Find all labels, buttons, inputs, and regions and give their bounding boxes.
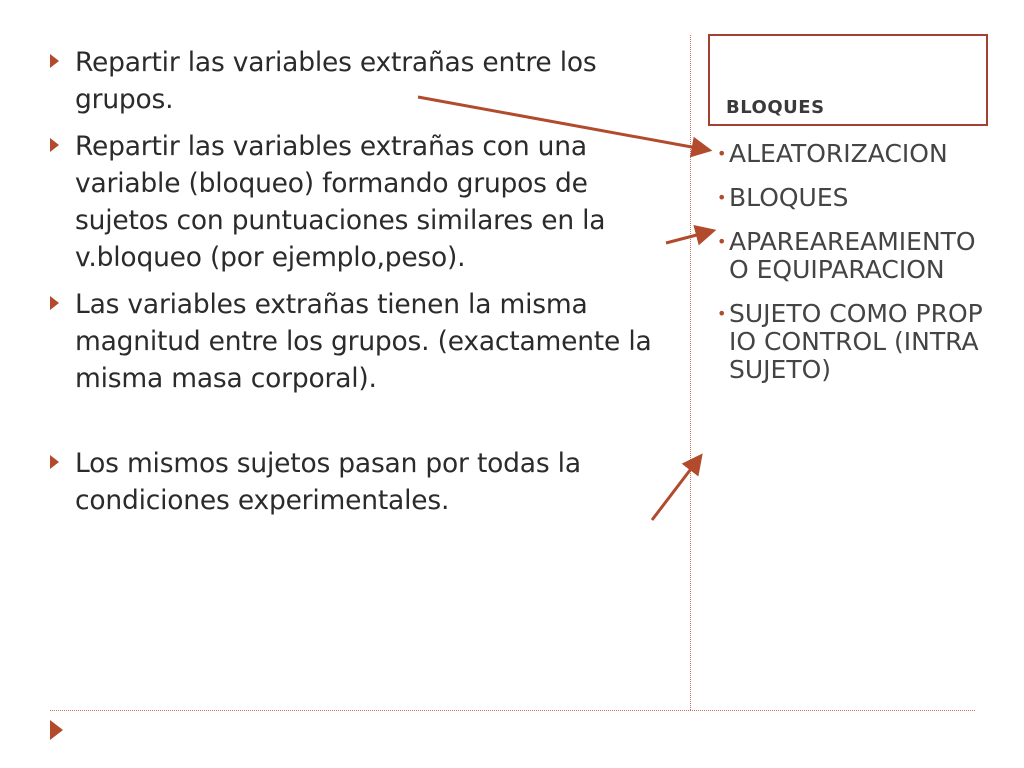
list-item-text: SUJETO COMO PROPIO CONTROL (INTRASUJETO)	[729, 299, 983, 384]
dot-bullet-icon: •	[717, 232, 727, 251]
arrow-to-aleatorizacion	[418, 97, 708, 150]
list-item-text: BLOQUES	[729, 183, 849, 212]
bullet-text: Repartir las variables extrañas entre los grupos.	[75, 47, 597, 115]
list-item-text: ALEATORIZACION	[729, 139, 948, 168]
arrow-to-sujeto	[652, 457, 700, 520]
box-title: BLOQUES	[726, 97, 825, 118]
list-item-text: APAREAREAMIENTO O EQUIPARACION	[729, 227, 976, 284]
dot-bullet-icon: •	[717, 188, 727, 207]
bullet-text: Las variables extrañas tienen la misma magnitud entre los grupos. (exactamente la misma masa corporal).	[75, 289, 652, 394]
arrow-to-bloques	[666, 231, 712, 243]
bullet-text: Repartir las variables extrañas con una variable (bloqueo) formando grupos de sujetos con puntuaciones similares en la v.bloqueo (por ejemplo,peso).	[75, 131, 606, 273]
dot-bullet-icon: •	[717, 144, 727, 163]
bullet-text: Los mismos sujetos pasan por todas la condiciones experimentales.	[75, 448, 581, 516]
dot-bullet-icon: •	[717, 304, 727, 323]
